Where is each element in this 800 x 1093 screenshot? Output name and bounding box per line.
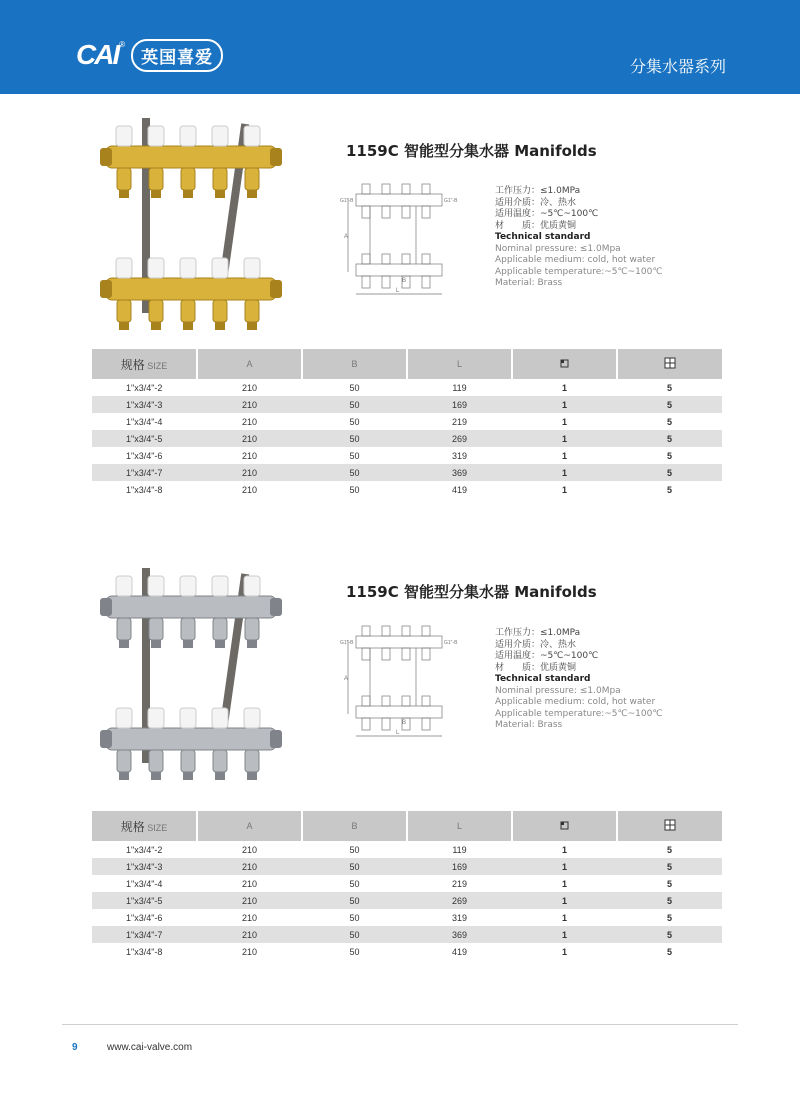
table-cell: 1 (512, 430, 617, 447)
table-cell: 419 (451, 484, 468, 495)
small-box-icon (512, 349, 617, 379)
table-cell: 269 (407, 892, 512, 909)
dim-g1: G1"-B (340, 640, 354, 646)
table-cell: 210 (197, 430, 302, 447)
table-row (92, 875, 722, 892)
spec-line-en: Applicable medium: cold, hot water (495, 255, 656, 265)
dim-l: L (396, 288, 400, 294)
table-cell: 5 (666, 484, 672, 495)
technical-drawing (336, 178, 456, 298)
table-cell: 210 (241, 484, 258, 495)
table-cell: 210 (241, 450, 258, 461)
small-box-icon (512, 811, 617, 841)
table-cell: 1"x3/4"-4 (126, 878, 163, 889)
table-cell: 1"x3/4"-4 (126, 416, 163, 427)
table-cell: 1"x3/4"-3 (92, 858, 197, 875)
table-cell: 210 (241, 912, 258, 923)
table-cell: 419 (451, 946, 468, 957)
table-cell: 50 (349, 844, 360, 855)
header-a: A (197, 349, 302, 379)
spec-line-en: Applicable temperature:~5℃~100℃ (495, 708, 663, 719)
table-cell: 219 (451, 878, 468, 889)
header-size: 规格 SIZE (92, 349, 197, 379)
table-body (92, 379, 722, 498)
table-cell: 5 (617, 396, 722, 413)
series-title: 分集水器系列 (629, 57, 726, 76)
spec-line: 适用介质：冷、热水 (495, 639, 577, 650)
table-cell: 1"x3/4"-2 (126, 382, 163, 393)
table-cell: 1 (561, 484, 567, 495)
table-cell: 210 (241, 416, 258, 427)
dim-b: B (402, 278, 407, 284)
table-cell: 1"x3/4"-6 (126, 912, 163, 923)
standard-title: Technical standard (495, 674, 591, 684)
header-b: B (302, 349, 407, 379)
table-cell: 210 (241, 878, 258, 889)
table-row (92, 841, 722, 858)
table-cell: 50 (302, 926, 407, 943)
table-cell: 50 (349, 946, 360, 957)
registered-mark: ® (119, 40, 126, 49)
table-cell: 50 (349, 382, 360, 393)
header-b: B (302, 811, 407, 841)
table-cell: 1"x3/4"-8 (126, 484, 163, 495)
table-cell: 50 (302, 396, 407, 413)
technical-drawing (336, 620, 456, 740)
table-cell: 5 (617, 892, 722, 909)
dim-a: A (344, 234, 349, 240)
table-cell: 210 (197, 858, 302, 875)
table-cell: 50 (302, 858, 407, 875)
table-row (92, 481, 722, 498)
table-cell: 1 (561, 946, 567, 957)
spec-line-en: Applicable temperature:~5℃~100℃ (495, 266, 663, 277)
manifold-photo-nickel (100, 568, 282, 778)
header-size: 规格 SIZE (92, 811, 197, 841)
table-cell: 5 (617, 926, 722, 943)
table-row (92, 892, 722, 909)
table-cell: 1"x3/4"-5 (92, 892, 197, 909)
table-cell: 210 (197, 464, 302, 481)
dim-a: A (344, 676, 349, 682)
spec-line: 工作压力：≤1.0MPa (495, 628, 581, 638)
table-cell: 219 (451, 416, 468, 427)
page-header (0, 0, 800, 94)
dim-b: B (402, 720, 407, 726)
table-cell: 50 (302, 430, 407, 447)
product-title: 1159C 智能型分集水器 Manifolds (346, 142, 597, 160)
table-cell: 50 (349, 484, 360, 495)
header-l: L (407, 349, 512, 379)
product-title: 1159C 智能型分集水器 Manifolds (346, 583, 597, 601)
table-cell: 1"x3/4"-5 (92, 430, 197, 447)
specs-block (495, 186, 662, 290)
table-row (92, 909, 722, 926)
table-cell: 1 (512, 858, 617, 875)
table-cell: 1"x3/4"-7 (92, 464, 197, 481)
header-a: A (197, 811, 302, 841)
spec-line-en: Nominal pressure: ≤1.0Mpa (495, 685, 621, 696)
table-cell: 1 (512, 892, 617, 909)
table-cell: 369 (407, 926, 512, 943)
spec-line: 工作压力：≤1.0MPa (495, 186, 581, 196)
table-cell: 50 (349, 416, 360, 427)
table-cell: 119 (452, 844, 467, 855)
table-cell: 5 (666, 946, 672, 957)
spec-line: 材 质：优质黄铜 (495, 662, 577, 673)
table-cell: 369 (407, 464, 512, 481)
spec-line: 材 质：优质黄铜 (495, 220, 577, 231)
table-cell: 1 (561, 878, 567, 889)
specs-block (495, 628, 662, 732)
table-cell: 5 (666, 912, 672, 923)
table-cell: 50 (302, 892, 407, 909)
table-cell: 50 (349, 878, 360, 889)
table-cell: 1 (561, 382, 567, 393)
table-cell: 1 (512, 396, 617, 413)
spec-line-en: Applicable medium: cold, hot water (495, 697, 656, 707)
table-cell: 5 (666, 878, 672, 889)
table-cell: 1"x3/4"-8 (126, 946, 163, 957)
table-cell: 269 (407, 430, 512, 447)
logo-chinese-name: 英国喜爱 (131, 39, 223, 72)
manifold-illustration (100, 568, 282, 778)
table-row (92, 430, 722, 447)
footer-divider (62, 1024, 738, 1025)
table-row (92, 447, 722, 464)
spec-line-en: Material: Brass (495, 278, 563, 288)
table-cell: 5 (617, 464, 722, 481)
table-cell: 5 (617, 858, 722, 875)
size-table-2 (92, 811, 722, 960)
table-body (92, 841, 722, 960)
spec-line: 适用介质：冷、热水 (495, 197, 577, 208)
table-cell: 1"x3/4"-6 (126, 450, 163, 461)
logo-mark: CAI (76, 39, 119, 70)
table-cell: 1 (561, 416, 567, 427)
spec-line-en: Nominal pressure: ≤1.0Mpa (495, 243, 621, 254)
table-cell: 210 (197, 926, 302, 943)
table-cell: 1 (561, 450, 567, 461)
table-cell: 1 (512, 926, 617, 943)
website-url: www.cai-valve.com (107, 1042, 193, 1053)
table-cell: 169 (407, 396, 512, 413)
manifold-illustration (100, 118, 282, 328)
table-row (92, 926, 722, 943)
table-row (92, 464, 722, 481)
table-cell: 319 (451, 912, 468, 923)
brand-logo (76, 38, 223, 72)
dim-g1-right: G1"-B (444, 640, 458, 646)
table-cell: 210 (241, 844, 258, 855)
table-row (92, 396, 722, 413)
table-cell: 5 (617, 430, 722, 447)
spec-line: 适用温度：~5℃~100℃ (495, 209, 599, 219)
table-cell: 119 (452, 382, 467, 393)
table-cell: 1 (512, 464, 617, 481)
schematic-lines (336, 178, 456, 298)
table-cell: 5 (666, 450, 672, 461)
schematic-lines (336, 620, 456, 740)
table-cell: 5 (666, 844, 672, 855)
table-cell: 1 (561, 844, 567, 855)
header-l: L (407, 811, 512, 841)
table-cell: 50 (349, 450, 360, 461)
size-table-1 (92, 349, 722, 498)
dim-g1: G1"-B (340, 198, 354, 204)
table-cell: 210 (241, 382, 258, 393)
table-cell: 169 (407, 858, 512, 875)
table-cell: 210 (241, 946, 258, 957)
table-row (92, 858, 722, 875)
dim-g1-right: G1"-B (444, 198, 458, 204)
table-row (92, 413, 722, 430)
table-row (92, 379, 722, 396)
page-number: 9 (72, 1042, 78, 1053)
table-cell: 210 (197, 396, 302, 413)
table-cell: 1"x3/4"-3 (92, 396, 197, 413)
table-cell: 5 (666, 416, 672, 427)
spec-line: 适用温度：~5℃~100℃ (495, 651, 599, 661)
table-cell: 210 (197, 892, 302, 909)
table-row (92, 943, 722, 960)
grid-box-icon (617, 811, 722, 841)
dim-l: L (396, 730, 400, 736)
table-cell: 50 (302, 464, 407, 481)
table-cell: 5 (666, 382, 672, 393)
table-cell: 1 (561, 912, 567, 923)
grid-box-icon (617, 349, 722, 379)
table-cell: 50 (349, 912, 360, 923)
standard-title: Technical standard (495, 232, 591, 242)
table-cell: 319 (451, 450, 468, 461)
spec-line-en: Material: Brass (495, 720, 563, 730)
manifold-photo-brass (100, 118, 282, 328)
table-cell: 1"x3/4"-7 (92, 926, 197, 943)
table-cell: 1"x3/4"-2 (126, 844, 163, 855)
